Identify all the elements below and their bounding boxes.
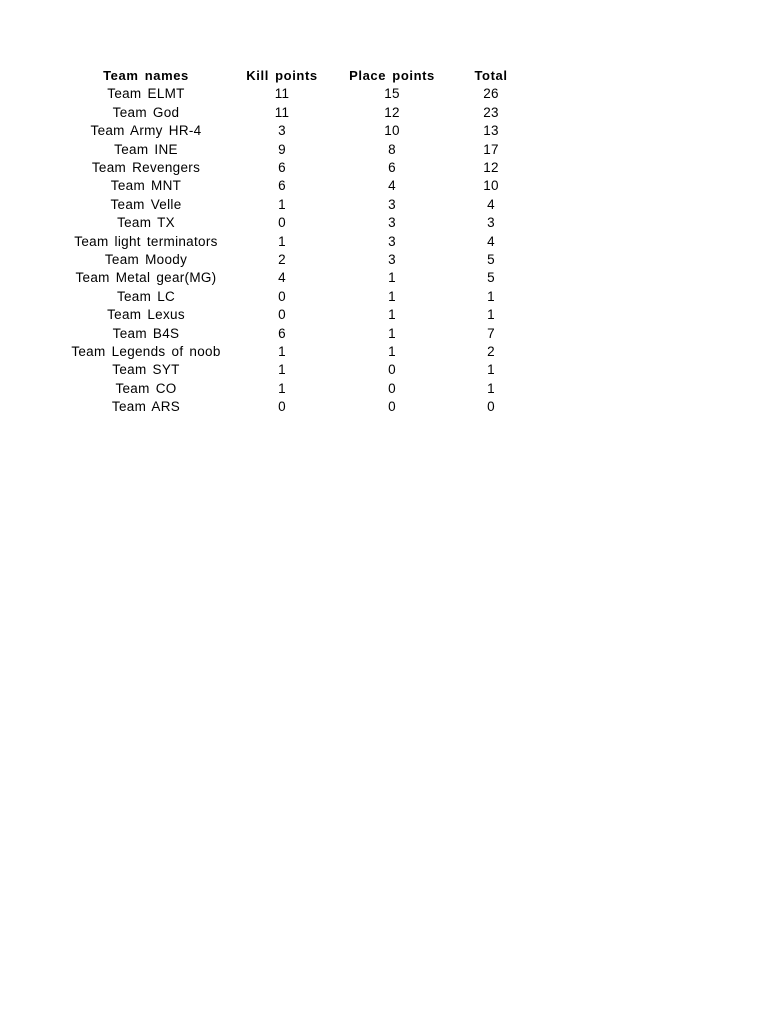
table-row <box>0 325 768 343</box>
cell-place: 1 <box>388 288 396 304</box>
cell-team: Team Legends of noob <box>71 344 221 359</box>
table-row <box>0 159 768 177</box>
table-row <box>0 104 768 122</box>
cell-kill: 1 <box>278 362 286 378</box>
table-row <box>0 214 768 232</box>
cell-kill: 11 <box>274 86 290 102</box>
cell-kill: 6 <box>278 160 286 175</box>
cell-kill: 0 <box>278 399 286 415</box>
cell-total: 26 <box>483 86 499 102</box>
cell-total: 23 <box>483 104 499 120</box>
table-row <box>0 85 768 103</box>
cell-total: 2 <box>487 344 495 359</box>
table-row <box>0 398 768 416</box>
table-row <box>0 251 768 269</box>
cell-place: 3 <box>388 196 396 212</box>
cell-kill: 4 <box>278 270 286 286</box>
cell-total: 1 <box>487 307 495 323</box>
cell-team: Team TX <box>117 215 175 231</box>
cell-kill: 0 <box>278 307 286 323</box>
table-row <box>0 380 768 398</box>
cell-team: Team Moody <box>104 252 188 267</box>
header-team: Team names <box>103 68 189 83</box>
cell-kill: 0 <box>278 288 286 304</box>
cell-place: 12 <box>384 104 400 120</box>
cell-kill: 9 <box>278 141 286 157</box>
cell-total: 7 <box>487 325 495 341</box>
cell-total: 1 <box>487 380 495 396</box>
cell-kill: 1 <box>278 380 286 396</box>
cell-total: 10 <box>483 178 499 194</box>
cell-place: 4 <box>388 178 396 194</box>
cell-kill: 1 <box>278 196 286 212</box>
table-row <box>0 361 768 379</box>
cell-place: 3 <box>388 233 396 249</box>
cell-team: Team Army HR-4 <box>90 123 202 139</box>
cell-place: 1 <box>388 270 396 286</box>
cell-total: 12 <box>483 160 499 175</box>
table-row <box>0 269 768 287</box>
cell-kill: 11 <box>274 104 290 120</box>
header-kill: Kill points <box>246 68 318 83</box>
table-row <box>0 177 768 195</box>
cell-team: Team CO <box>115 380 177 396</box>
cell-team: Team light terminators <box>74 233 218 249</box>
table-row <box>0 233 768 251</box>
cell-place: 3 <box>388 252 396 267</box>
cell-place: 0 <box>388 399 396 415</box>
header-place: Place points <box>349 68 435 83</box>
cell-team: Team B4S <box>112 325 180 341</box>
cell-team: Team ELMT <box>107 86 185 102</box>
header-total: Total <box>474 68 508 83</box>
table-row <box>0 122 768 140</box>
cell-team: Team Revengers <box>91 160 201 175</box>
cell-total: 5 <box>487 252 495 267</box>
cell-kill: 2 <box>278 252 286 267</box>
cell-place: 8 <box>388 141 396 157</box>
cell-kill: 0 <box>278 215 286 231</box>
cell-place: 0 <box>388 362 396 378</box>
cell-team: Team Metal gear(MG) <box>75 270 217 286</box>
cell-place: 10 <box>384 123 400 139</box>
cell-team: Team God <box>112 104 180 120</box>
table-header-row <box>0 67 768 85</box>
cell-team: Team Lexus <box>107 307 185 323</box>
cell-team: Team Velle <box>110 196 182 212</box>
cell-kill: 3 <box>278 123 286 139</box>
cell-place: 3 <box>388 215 396 231</box>
cell-place: 1 <box>388 307 396 323</box>
cell-total: 17 <box>483 141 499 157</box>
cell-team: Team LC <box>116 288 176 304</box>
cell-kill: 6 <box>278 325 286 341</box>
cell-total: 1 <box>487 288 495 304</box>
table-row <box>0 196 768 214</box>
cell-team: Team ARS <box>111 399 181 415</box>
cell-total: 4 <box>487 196 495 212</box>
table-row <box>0 343 768 361</box>
cell-team: Team SYT <box>112 362 180 378</box>
cell-total: 13 <box>483 123 499 139</box>
cell-place: 1 <box>388 344 396 359</box>
cell-team: Team INE <box>114 141 178 157</box>
cell-place: 15 <box>384 86 400 102</box>
cell-total: 3 <box>487 215 495 231</box>
table-row <box>0 288 768 306</box>
cell-total: 1 <box>487 362 495 378</box>
cell-place: 1 <box>388 325 396 341</box>
cell-kill: 6 <box>278 178 286 194</box>
cell-place: 0 <box>388 380 396 396</box>
cell-team: Team MNT <box>110 178 182 194</box>
cell-kill: 1 <box>278 233 286 249</box>
table-row <box>0 306 768 324</box>
cell-total: 0 <box>487 399 495 415</box>
cell-total: 5 <box>487 270 495 286</box>
cell-total: 4 <box>487 233 495 249</box>
cell-place: 6 <box>388 160 396 175</box>
cell-kill: 1 <box>278 344 286 359</box>
table-row <box>0 141 768 159</box>
